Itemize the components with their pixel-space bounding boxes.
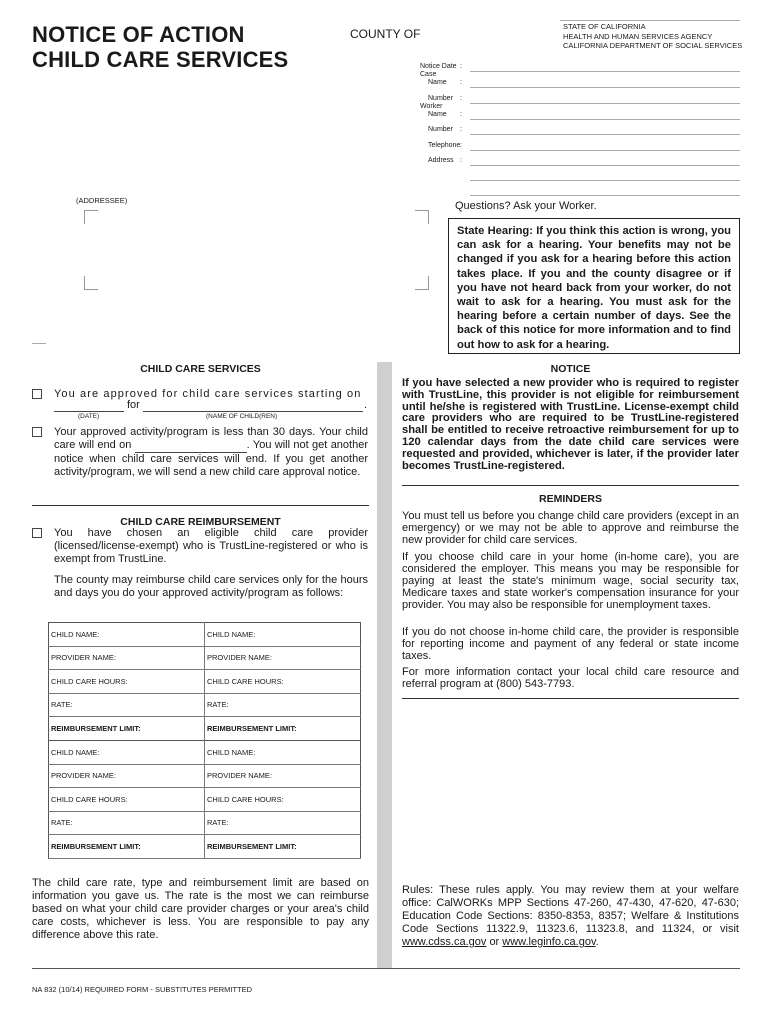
addressee-label: (ADDRESSEE) [76, 196, 128, 205]
reminder-item: For more information contact your local child care resource and referral program at (800) 543-7793. [402, 666, 739, 690]
agency-line: STATE OF CALIFORNIA [563, 22, 646, 31]
reimbursement-limit-cell[interactable]: REIMBURSEMENT LIMIT: [49, 717, 205, 741]
county-reimburse-text: The county may reimburse child care services only for the hours and days you do your approved activity/program as follows: [54, 574, 368, 599]
rate-cell[interactable]: RATE: [205, 693, 361, 717]
county-label: COUNTY OF [350, 27, 421, 41]
reimbursement-checkbox[interactable] [32, 528, 42, 538]
child-name-caption: (NAME OF CHILD(REN) [206, 413, 278, 420]
agency-rule [560, 20, 740, 21]
child-care-hours-cell[interactable]: CHILD CARE HOURS: [49, 670, 205, 694]
child-care-hours-cell[interactable]: CHILD CARE HOURS: [49, 788, 205, 812]
table-row [49, 693, 361, 717]
provider-name-cell[interactable]: PROVIDER NAME: [205, 646, 361, 670]
address-window-corner [84, 276, 98, 290]
activity-text-b: . You will not get another notice when child care services will end. If you get another activity/program, we will send a new child care approval notice. [54, 439, 368, 478]
table-row [49, 623, 361, 647]
form-title-line1: NOTICE OF ACTION [32, 22, 245, 47]
activity-checkbox[interactable] [32, 427, 42, 437]
child-name-cell[interactable]: CHILD NAME: [205, 741, 361, 765]
form-number-footer: NA 832 (10/14) REQUIRED FORM - SUBSTITUTES PERMITTED [32, 985, 253, 994]
rate-cell[interactable]: RATE: [205, 811, 361, 835]
reimbursement-limit-cell[interactable]: REIMBURSEMENT LIMIT: [205, 835, 361, 859]
child-name-cell[interactable]: CHILD NAME: [205, 623, 361, 647]
provider-name-cell[interactable]: PROVIDER NAME: [49, 764, 205, 788]
section-divider [402, 698, 739, 699]
address-field[interactable]: Address : [420, 157, 740, 169]
worker-number-field[interactable]: Number : [420, 126, 740, 138]
rules-end: . [595, 936, 599, 948]
reimbursement-limit-cell[interactable]: REIMBURSEMENT LIMIT: [205, 717, 361, 741]
child-care-hours-cell[interactable]: CHILD CARE HOURS: [205, 788, 361, 812]
rate-cell[interactable]: RATE: [49, 811, 205, 835]
rules-text [402, 884, 739, 949]
date-caption: (DATE) [78, 413, 100, 420]
case-name-field[interactable]: Name : [420, 79, 740, 91]
or-text: or [489, 936, 500, 948]
child-name-cell[interactable]: CHILD NAME: [49, 741, 205, 765]
address-window-corner [84, 210, 98, 224]
child-care-hours-cell[interactable]: CHILD CARE HOURS: [205, 670, 361, 694]
approved-text: You are approved for child care services starting on [54, 388, 362, 400]
table-row [49, 670, 361, 694]
reimbursement-table-2 [48, 740, 361, 859]
address-line-2[interactable] [470, 180, 740, 181]
provider-name-cell[interactable]: PROVIDER NAME: [49, 646, 205, 670]
worker-name-field[interactable]: Name : [420, 111, 740, 123]
table-row [49, 835, 361, 859]
section-divider [32, 505, 369, 506]
table-row [49, 646, 361, 670]
agency-line: HEALTH AND HUMAN SERVICES AGENCY [563, 31, 713, 41]
reminder-item: If you choose child care in your home (in-home care), you are considered the employer. This means you may be responsible for paying at least the state's minimum wage, social security tax, Medicare taxes and state worker's compensation insurance for your provider. You may also be responsible for unemployment taxes. [402, 551, 739, 611]
cdss-link[interactable]: www.cdss.ca.gov [402, 936, 487, 948]
date-blank[interactable] [54, 411, 124, 412]
reminders-title: REMINDERS [538, 493, 602, 505]
form-title-line2: CHILD CARE SERVICES [32, 47, 289, 72]
questions-text: Questions? Ask your Worker. [455, 200, 597, 212]
footer-rule [32, 968, 740, 969]
table-row [49, 788, 361, 812]
section-divider [402, 485, 739, 486]
child-name-blank[interactable] [143, 411, 363, 412]
agency-block [563, 22, 742, 51]
child-care-services-title: CHILD CARE SERVICES [140, 363, 261, 375]
notice-date-field[interactable]: Notice Date : [420, 63, 740, 75]
table-row [49, 741, 361, 765]
notice-text: If you have selected a new provider who is required to register with TrustLine, this provider is not eligible for reimbursement until he/she is registered with TrustLine. License-exempt child care providers who are required to be TrustLine-registered shall be entitled to receive retroactive reimbursement for up to 120 calendar days from the date child care services were requested and provided, whichever is later, if the provider later becomes TrustLine-registered. [402, 377, 739, 472]
case-label: Case [420, 71, 437, 78]
address-window-corner [415, 210, 429, 224]
agency-line: CALIFORNIA DEPARTMENT OF SOCIAL SERVICES [563, 41, 743, 50]
approved-checkbox[interactable] [32, 389, 42, 399]
table-row [49, 717, 361, 741]
activity-text-a: Your approved activity/program is less than 30 days. Your child care will end on [54, 426, 368, 451]
table-row [49, 764, 361, 788]
state-hearing-box: State Hearing: If you think this action is wrong, you can ask for a hearing. Your benefits may not be changed if you ask for a hearing before this action takes place. If you and the county disagree or if you have not heard back from your worker, do not wait to ask for a hearing. You must ask for the hearing before a certain number of days. See the back of this notice for more information and to find out how to ask for a hearing. [448, 218, 740, 354]
rate-explanation-text: The child care rate, type and reimbursement limit are based on information you gave us. The rate is the most we can reimburse based on what your child care provider charges or your area's child care costs, whichever is less. You are responsible to pay any difference above this rate. [32, 877, 369, 941]
rules-body: Rules: These rules apply. You may review them at your welfare office: CalWORKs MPP Sections 47-260, 47-430, 47-620, 47-630; Education Code Sections: 8350-8353, 8357; Welfare & Institutions Code Sections 11322.9, 11323.6, 11323.8, and 11324, or visit [402, 884, 739, 935]
provider-name-cell[interactable]: PROVIDER NAME: [205, 764, 361, 788]
rate-cell[interactable]: RATE: [49, 693, 205, 717]
fold-mark [32, 343, 46, 344]
table-row [49, 811, 361, 835]
activity-text [54, 426, 368, 479]
address-window-corner [415, 276, 429, 290]
child-name-cell[interactable]: CHILD NAME: [49, 623, 205, 647]
reimbursement-text: You have chosen an eligible child care provider (licensed/license-exempt) who is TrustLine-registered or who is exempt from TrustLine. [54, 527, 368, 565]
column-divider [377, 362, 392, 968]
reminder-item: You must tell us before you change child care providers (except in an emergency) or we may not be able to approve and reimburse the new provider for child care services. [402, 510, 739, 546]
end-date-blank[interactable] [135, 439, 247, 453]
case-number-field[interactable]: Number : [420, 95, 740, 107]
worker-label: Worker [420, 103, 443, 110]
notice-title: NOTICE [550, 363, 591, 375]
reimbursement-limit-cell[interactable]: REIMBURSEMENT LIMIT: [49, 835, 205, 859]
for-text: for [127, 399, 140, 411]
reminder-item: If you do not choose in-home child care, the provider is responsible for reporting income and payment of any federal or state income taxes. [402, 626, 739, 662]
address-line-3[interactable] [470, 195, 740, 196]
reimbursement-table-1 [48, 622, 361, 741]
period: . [364, 399, 368, 411]
reimbursement-title: CHILD CARE REIMBURSEMENT [120, 516, 281, 528]
leginfo-link[interactable]: www.leginfo.ca.gov [502, 936, 596, 948]
telephone-field[interactable]: Telephone : [420, 142, 740, 154]
